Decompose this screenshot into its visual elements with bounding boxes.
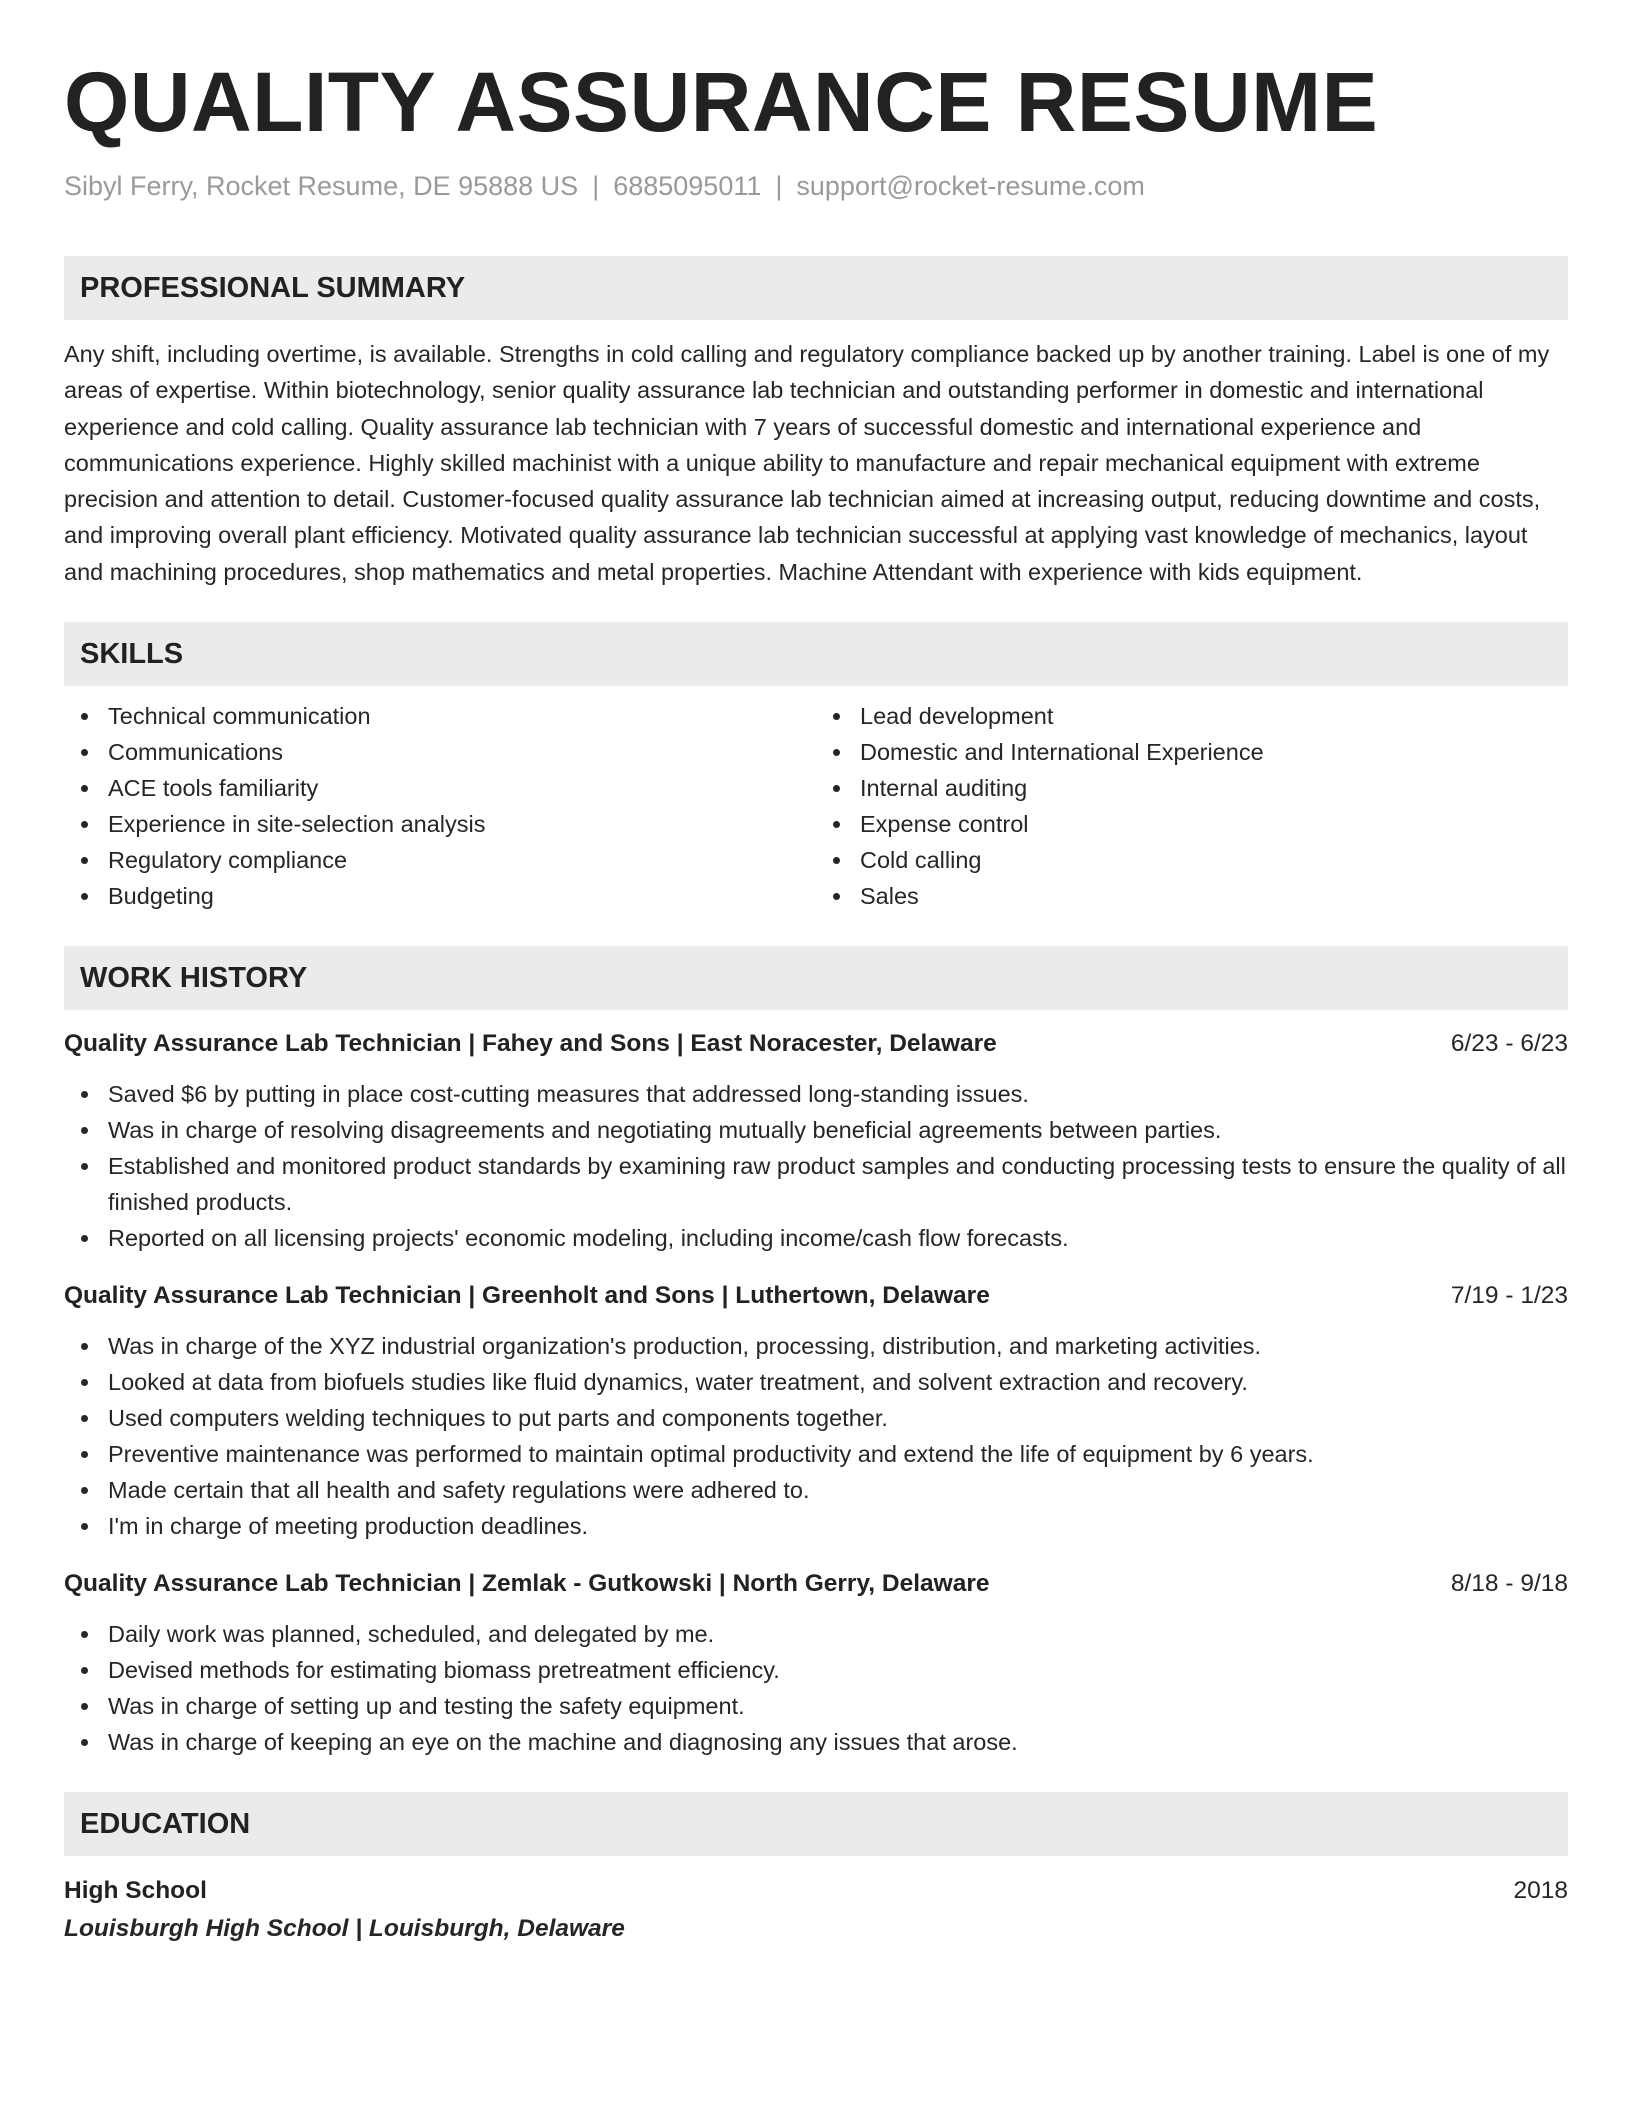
skill-item: Domestic and International Experience xyxy=(816,734,1568,770)
job-entry xyxy=(64,1566,1568,1760)
education-section xyxy=(64,1792,1568,1948)
job-bullet: Was in charge of setting up and testing the safety equipment. xyxy=(64,1688,1568,1724)
job-header xyxy=(64,1026,1568,1062)
job-bullet: Reported on all licensing projects' economic modeling, including income/cash flow forecasts. xyxy=(64,1220,1568,1256)
job-title: Quality Assurance Lab Technician | Zemlak - Gutkowski | North Gerry, Delaware xyxy=(64,1570,990,1598)
work-history-heading: WORK HISTORY xyxy=(64,946,1568,1010)
skill-item: Communications xyxy=(64,734,816,770)
resume-title: QUALITY ASSURANCE RESUME xyxy=(64,55,1379,149)
skill-item: Technical communication xyxy=(64,698,816,734)
skills-section xyxy=(64,622,1568,914)
skill-item: Budgeting xyxy=(64,878,816,914)
skills-heading: SKILLS xyxy=(64,622,1568,686)
work-history-section xyxy=(64,946,1568,1760)
contact-address: Sibyl Ferry, Rocket Resume, DE 95888 US xyxy=(64,171,579,201)
contact-line xyxy=(64,168,1568,204)
skill-item: Internal auditing xyxy=(816,770,1568,806)
job-bullet: Saved $6 by putting in place cost-cutting measures that addressed long-standing issues. xyxy=(64,1076,1568,1112)
job-dates: 6/23 - 6/23 xyxy=(1450,1030,1568,1058)
job-dates: 7/19 - 1/23 xyxy=(1450,1282,1568,1310)
job-dates: 8/18 - 9/18 xyxy=(1450,1570,1568,1598)
skills-list-left xyxy=(64,698,816,914)
job-header xyxy=(64,1566,1568,1602)
education-school: Louisburgh High School | Louisburgh, Delaware xyxy=(64,1915,625,1943)
summary-text: Any shift, including overtime, is available. Strengths in cold calling and regulatory compliance backed up by another training. Label is one of my areas of expertise. Within biotechnology, senior quality assurance lab technician and outstanding performer in domestic and international experience and cold calling. Quality assurance lab technician with 7 years of successful domestic and international experience and communications experience. Highly skilled machinist with a unique ability to manufacture and repair mechanical equipment with extreme precision and attention to detail. Customer-focused quality assurance lab technician aimed at increasing output, reducing downtime and costs, and improving overall plant efficiency. Motivated quality assurance lab technician successful at applying vast knowledge of mechanics, layout and machining procedures, shop mathematics and metal properties. Machine Attendant with experience with kids equipment. xyxy=(64,341,1550,585)
skill-item: Sales xyxy=(816,878,1568,914)
skills-columns xyxy=(64,698,1568,914)
skill-item: Lead development xyxy=(816,698,1568,734)
skill-item: Regulatory compliance xyxy=(64,842,816,878)
contact-email: support@rocket-resume.com xyxy=(796,171,1145,201)
job-title: Quality Assurance Lab Technician | Fahey and Sons | East Noracester, Delaware xyxy=(64,1030,997,1058)
education-year: 2018 xyxy=(1513,1877,1568,1905)
contact-separator: | xyxy=(592,171,600,201)
job-bullets xyxy=(64,1076,1568,1256)
contact-phone: 6885095011 xyxy=(613,171,762,201)
skill-item: Experience in site-selection analysis xyxy=(64,806,816,842)
jobs-list xyxy=(64,1026,1568,1760)
job-entry xyxy=(64,1026,1568,1256)
job-header xyxy=(64,1278,1568,1314)
education-heading: EDUCATION xyxy=(64,1792,1568,1856)
skill-item: Expense control xyxy=(816,806,1568,842)
education-row xyxy=(64,1872,1568,1910)
job-bullet: Looked at data from biofuels studies like fluid dynamics, water treatment, and solvent extraction and recovery. xyxy=(64,1364,1568,1400)
skill-item: ACE tools familiarity xyxy=(64,770,816,806)
job-bullet: Devised methods for estimating biomass pretreatment efficiency. xyxy=(64,1652,1568,1688)
job-bullet: Made certain that all health and safety regulations were adhered to. xyxy=(64,1472,1568,1508)
summary-section xyxy=(64,256,1568,590)
job-bullet: Was in charge of resolving disagreements and negotiating mutually beneficial agreements between parties. xyxy=(64,1112,1568,1148)
job-bullet: Preventive maintenance was performed to maintain optimal productivity and extend the life of equipment by 6 years. xyxy=(64,1436,1568,1472)
job-bullet: Was in charge of the XYZ industrial organization's production, processing, distribution, and marketing activities. xyxy=(64,1328,1568,1364)
job-bullets xyxy=(64,1328,1568,1544)
job-title: Quality Assurance Lab Technician | Greenholt and Sons | Luthertown, Delaware xyxy=(64,1282,990,1310)
summary-heading: PROFESSIONAL SUMMARY xyxy=(64,256,1568,320)
job-bullet: Established and monitored product standards by examining raw product samples and conducting processing tests to ensure the quality of all finished products. xyxy=(64,1148,1568,1220)
skills-list-right xyxy=(816,698,1568,914)
contact-separator: | xyxy=(775,171,783,201)
job-bullet: Was in charge of keeping an eye on the machine and diagnosing any issues that arose. xyxy=(64,1724,1568,1760)
job-bullet: I'm in charge of meeting production deadlines. xyxy=(64,1508,1568,1544)
skill-item: Cold calling xyxy=(816,842,1568,878)
education-degree: High School xyxy=(64,1877,207,1905)
job-bullets xyxy=(64,1616,1568,1760)
job-bullet: Daily work was planned, scheduled, and delegated by me. xyxy=(64,1616,1568,1652)
job-entry xyxy=(64,1278,1568,1544)
job-bullet: Used computers welding techniques to put parts and components together. xyxy=(64,1400,1568,1436)
